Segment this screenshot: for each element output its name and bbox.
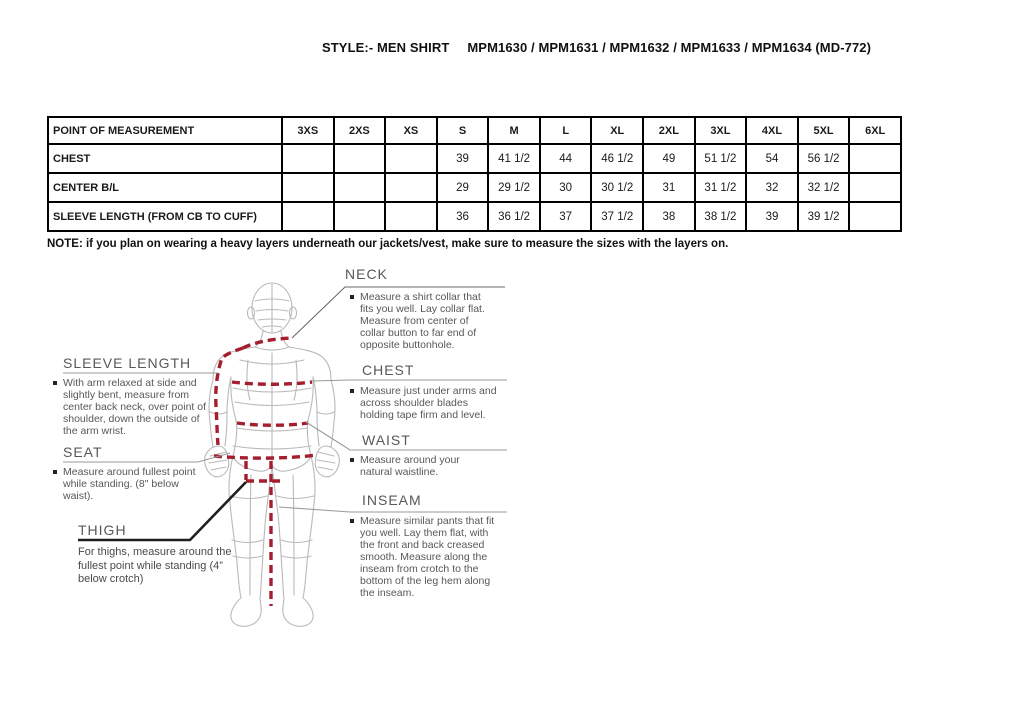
measurement-cell: 36 1/2 — [488, 202, 540, 231]
measurement-cell: 38 1/2 — [695, 202, 747, 231]
right-foot — [283, 598, 313, 626]
guide-heading-neck: NECK — [345, 266, 388, 282]
measurement-cell: 44 — [540, 144, 592, 173]
col-size-2xs: 2XS — [334, 117, 386, 144]
guide-description-text: With arm relaxed at side and slightly bent, measure from center back neck, over point of shoulder, down the outside of the arm wrist. — [63, 377, 206, 437]
col-size-4xl: 4XL — [746, 117, 798, 144]
guide-heading-seat: SEAT — [63, 444, 103, 460]
measurement-cell: 29 — [437, 173, 489, 202]
measurement-cell: 37 1/2 — [591, 202, 643, 231]
guide-heading-waist: WAIST — [362, 432, 411, 448]
measurement-cell: 31 — [643, 173, 695, 202]
measurement-cell: 30 — [540, 173, 592, 202]
measurement-cell: 49 — [643, 144, 695, 173]
guide-description-text: Measure around your natural waistline. — [360, 454, 460, 478]
col-size-l: L — [540, 117, 592, 144]
guide-description-text: Measure around fullest point while standing. (8" below waist). — [63, 466, 196, 502]
measurement-cell: 31 1/2 — [695, 173, 747, 202]
guide-description-neck — [350, 291, 490, 351]
bullet-square-icon — [350, 295, 354, 299]
measurement-cell: 30 1/2 — [591, 173, 643, 202]
left-foot — [231, 598, 261, 626]
guide-description-sleeve — [53, 377, 215, 437]
measurement-cell: 37 — [540, 202, 592, 231]
guide-description-text: For thighs, measure around the fullest point while standing (4” below crotch) — [78, 546, 232, 585]
guide-description-text: Measure a shirt collar that fits you well. Lay collar flat. Measure from center of collar button to far end of opposite buttonhole. — [360, 291, 485, 351]
measurement-cell: 54 — [746, 144, 798, 173]
seat-measure-line — [214, 455, 316, 458]
right-ear — [290, 307, 297, 319]
bullet-square-icon — [350, 519, 354, 523]
col-size-2xl: 2XL — [643, 117, 695, 144]
bullet-square-icon — [350, 389, 354, 393]
row-label: CHEST — [48, 144, 282, 173]
guide-description-inseam — [350, 515, 500, 599]
measurement-cell: 39 — [746, 202, 798, 231]
guide-heading-thigh: THIGH — [78, 522, 127, 538]
bullet-square-icon — [53, 381, 57, 385]
note-text: NOTE: if you plan on wearing a heavy layers underneath our jackets/vest, make sure to measure the sizes with the layers on. — [47, 238, 729, 250]
col-size-xs: XS — [385, 117, 437, 144]
style-label: STYLE:- MEN SHIRT — [322, 40, 450, 55]
row-label: CENTER B/L — [48, 173, 282, 202]
col-size-m: M — [488, 117, 540, 144]
bullet-square-icon — [53, 470, 57, 474]
measurement-cell: 32 1/2 — [798, 173, 850, 202]
guide-description-seat — [53, 466, 203, 502]
guide-description-text: Measure just under arms and across shoulder blades holding tape firm and level. — [360, 385, 497, 421]
measurement-cell: 56 1/2 — [798, 144, 850, 173]
style-codes: MPM1630 / MPM1631 / MPM1632 / MPM1633 / MPM1634 (MD-772) — [467, 40, 872, 55]
measurement-cell: 32 — [746, 173, 798, 202]
col-size-xl: XL — [591, 117, 643, 144]
guide-heading-chest: CHEST — [362, 362, 415, 378]
row-label: SLEEVE LENGTH (FROM CB TO CUFF) — [48, 202, 282, 231]
guide-description-waist — [350, 454, 492, 478]
chest-leader-line — [312, 380, 507, 381]
col-size-6xl: 6XL — [849, 117, 901, 144]
measurement-cell: 51 1/2 — [695, 144, 747, 173]
col-size-5xl: 5XL — [798, 117, 850, 144]
measurement-cell: 39 — [437, 144, 489, 173]
guide-description-chest — [350, 385, 500, 421]
sleeve-measure-line — [216, 348, 243, 445]
col-size-s: S — [437, 117, 489, 144]
measurement-cell: 39 1/2 — [798, 202, 850, 231]
col-size-3xs: 3XS — [282, 117, 334, 144]
measurement-cell: 46 1/2 — [591, 144, 643, 173]
col-size-3xl: 3XL — [695, 117, 747, 144]
guide-heading-inseam: INSEAM — [362, 492, 422, 508]
col-point-of-measurement: POINT OF MEASUREMENT — [48, 117, 282, 144]
guide-heading-sleeve: SLEEVE LENGTH — [63, 355, 192, 371]
measurement-cell: 38 — [643, 202, 695, 231]
measurement-cell: 36 — [437, 202, 489, 231]
left-ear — [248, 307, 255, 319]
guide-description-text: Measure similar pants that fit you well. Lay them flat, with the front and back creased smooth. Measure along the inseam from crotch to the bottom of the leg hem along the inseam. — [360, 515, 495, 599]
measurement-cell: 29 1/2 — [488, 173, 540, 202]
guide-description-thigh — [78, 546, 233, 587]
bullet-square-icon — [350, 458, 354, 462]
measurement-cell: 41 1/2 — [488, 144, 540, 173]
